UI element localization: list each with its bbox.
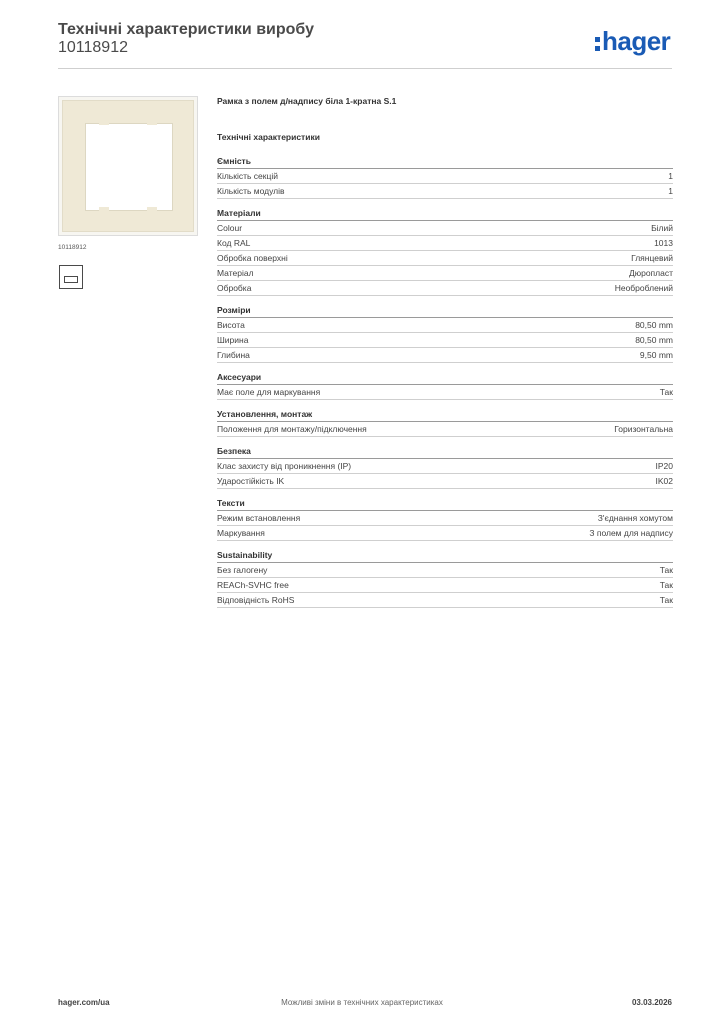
spec-value: Білий [651,223,673,233]
spec-label: Ударостійкість IK [217,476,285,486]
footer-note: Можливі зміни в технічних характеристиках [281,998,443,1007]
spec-label: Ширина [217,335,249,345]
spec-label: Colour [217,223,243,233]
spec-row [217,221,673,236]
spec-label: Відповідність RoHS [217,595,295,605]
spec-value: 1 [668,186,673,196]
spec-row [217,236,673,251]
spec-row [217,169,673,184]
spec-label: Режим встановлення [217,513,301,523]
surface-mount-symbol-icon [59,265,83,289]
spec-value: 1013 [654,238,673,248]
spec-row [217,422,673,437]
spec-group [217,208,673,296]
spec-groups [217,156,673,608]
spec-row [217,251,673,266]
frame-image [62,100,194,232]
thumbnail-code: 10118912 [58,244,87,251]
spec-value: Горизонтальна [614,424,673,434]
spec-row [217,348,673,363]
product-title: Рамка з полем д/надпису біла 1-кратна S.1 [217,96,397,106]
spec-label: Код RAL [217,238,251,248]
spec-label: Положення для монтажу/підключення [217,424,367,434]
spec-row [217,333,673,348]
spec-value: IK02 [655,476,673,486]
spec-row [217,266,673,281]
footer-date: 03.03.2026 [631,998,672,1007]
spec-row [217,281,673,296]
section-heading: Технічні характеристики [217,132,320,142]
spec-label: Клас захисту від проникнення (IP) [217,461,352,471]
spec-value: 80,50 mm [635,335,673,345]
spec-row [217,184,673,199]
spec-row [217,511,673,526]
spec-group-title: Тексти [217,498,673,511]
spec-group [217,372,673,400]
logo-text: hager [602,26,671,56]
spec-group-title: Матеріали [217,208,673,221]
spec-group [217,156,673,199]
spec-group-title: Безпека [217,446,673,459]
spec-value: Необроблений [614,283,673,293]
spec-group [217,409,673,437]
spec-value: 9,50 mm [639,350,673,360]
spec-row [217,593,673,608]
spec-value: Так [659,595,673,605]
spec-value: Так [659,565,673,575]
spec-value: Дюропласт [628,268,673,278]
spec-value: З'єднання хомутом [597,513,673,523]
spec-label: Кількість модулів [217,186,285,196]
spec-value: Так [659,580,673,590]
spec-label: REACh-SVHC free [217,580,289,590]
spec-row [217,578,673,593]
spec-row [217,318,673,333]
spec-label: Кількість секцій [217,171,278,181]
spec-value: Глянцевий [631,253,673,263]
page-title: Технічні характеристики виробу [58,21,314,38]
spec-label: Матеріал [217,268,254,278]
spec-value: IP20 [655,461,673,471]
spec-label: Без галогену [217,565,268,575]
product-image [58,96,198,236]
spec-row [217,385,673,400]
spec-group [217,305,673,363]
footer-website[interactable]: hager.com/ua [58,998,110,1007]
product-code: 10118912 [58,39,128,56]
spec-label: Висота [217,320,245,330]
spec-content [217,96,673,617]
spec-group-title: Sustainability [217,550,673,563]
spec-label: Маркування [217,528,265,538]
spec-row [217,459,673,474]
spec-value: З полем для надпису [589,528,673,538]
spec-row [217,526,673,541]
hager-logo [594,26,670,57]
spec-value: Так [659,387,673,397]
spec-group [217,550,673,608]
spec-label: Обробка поверхні [217,253,288,263]
spec-row [217,474,673,489]
spec-label: Має поле для маркування [217,387,321,397]
spec-group [217,498,673,541]
logo-dots-icon [594,33,601,53]
spec-group-title: Розміри [217,305,673,318]
spec-label: Обробка [217,283,252,293]
spec-group-title: Установлення, монтаж [217,409,673,422]
spec-value: 1 [668,171,673,181]
header-divider [58,68,672,69]
spec-value: 80,50 mm [635,320,673,330]
spec-group-title: Аксесуари [217,372,673,385]
spec-label: Глибина [217,350,250,360]
spec-row [217,563,673,578]
spec-group-title: Ємність [217,156,673,169]
spec-group [217,446,673,489]
